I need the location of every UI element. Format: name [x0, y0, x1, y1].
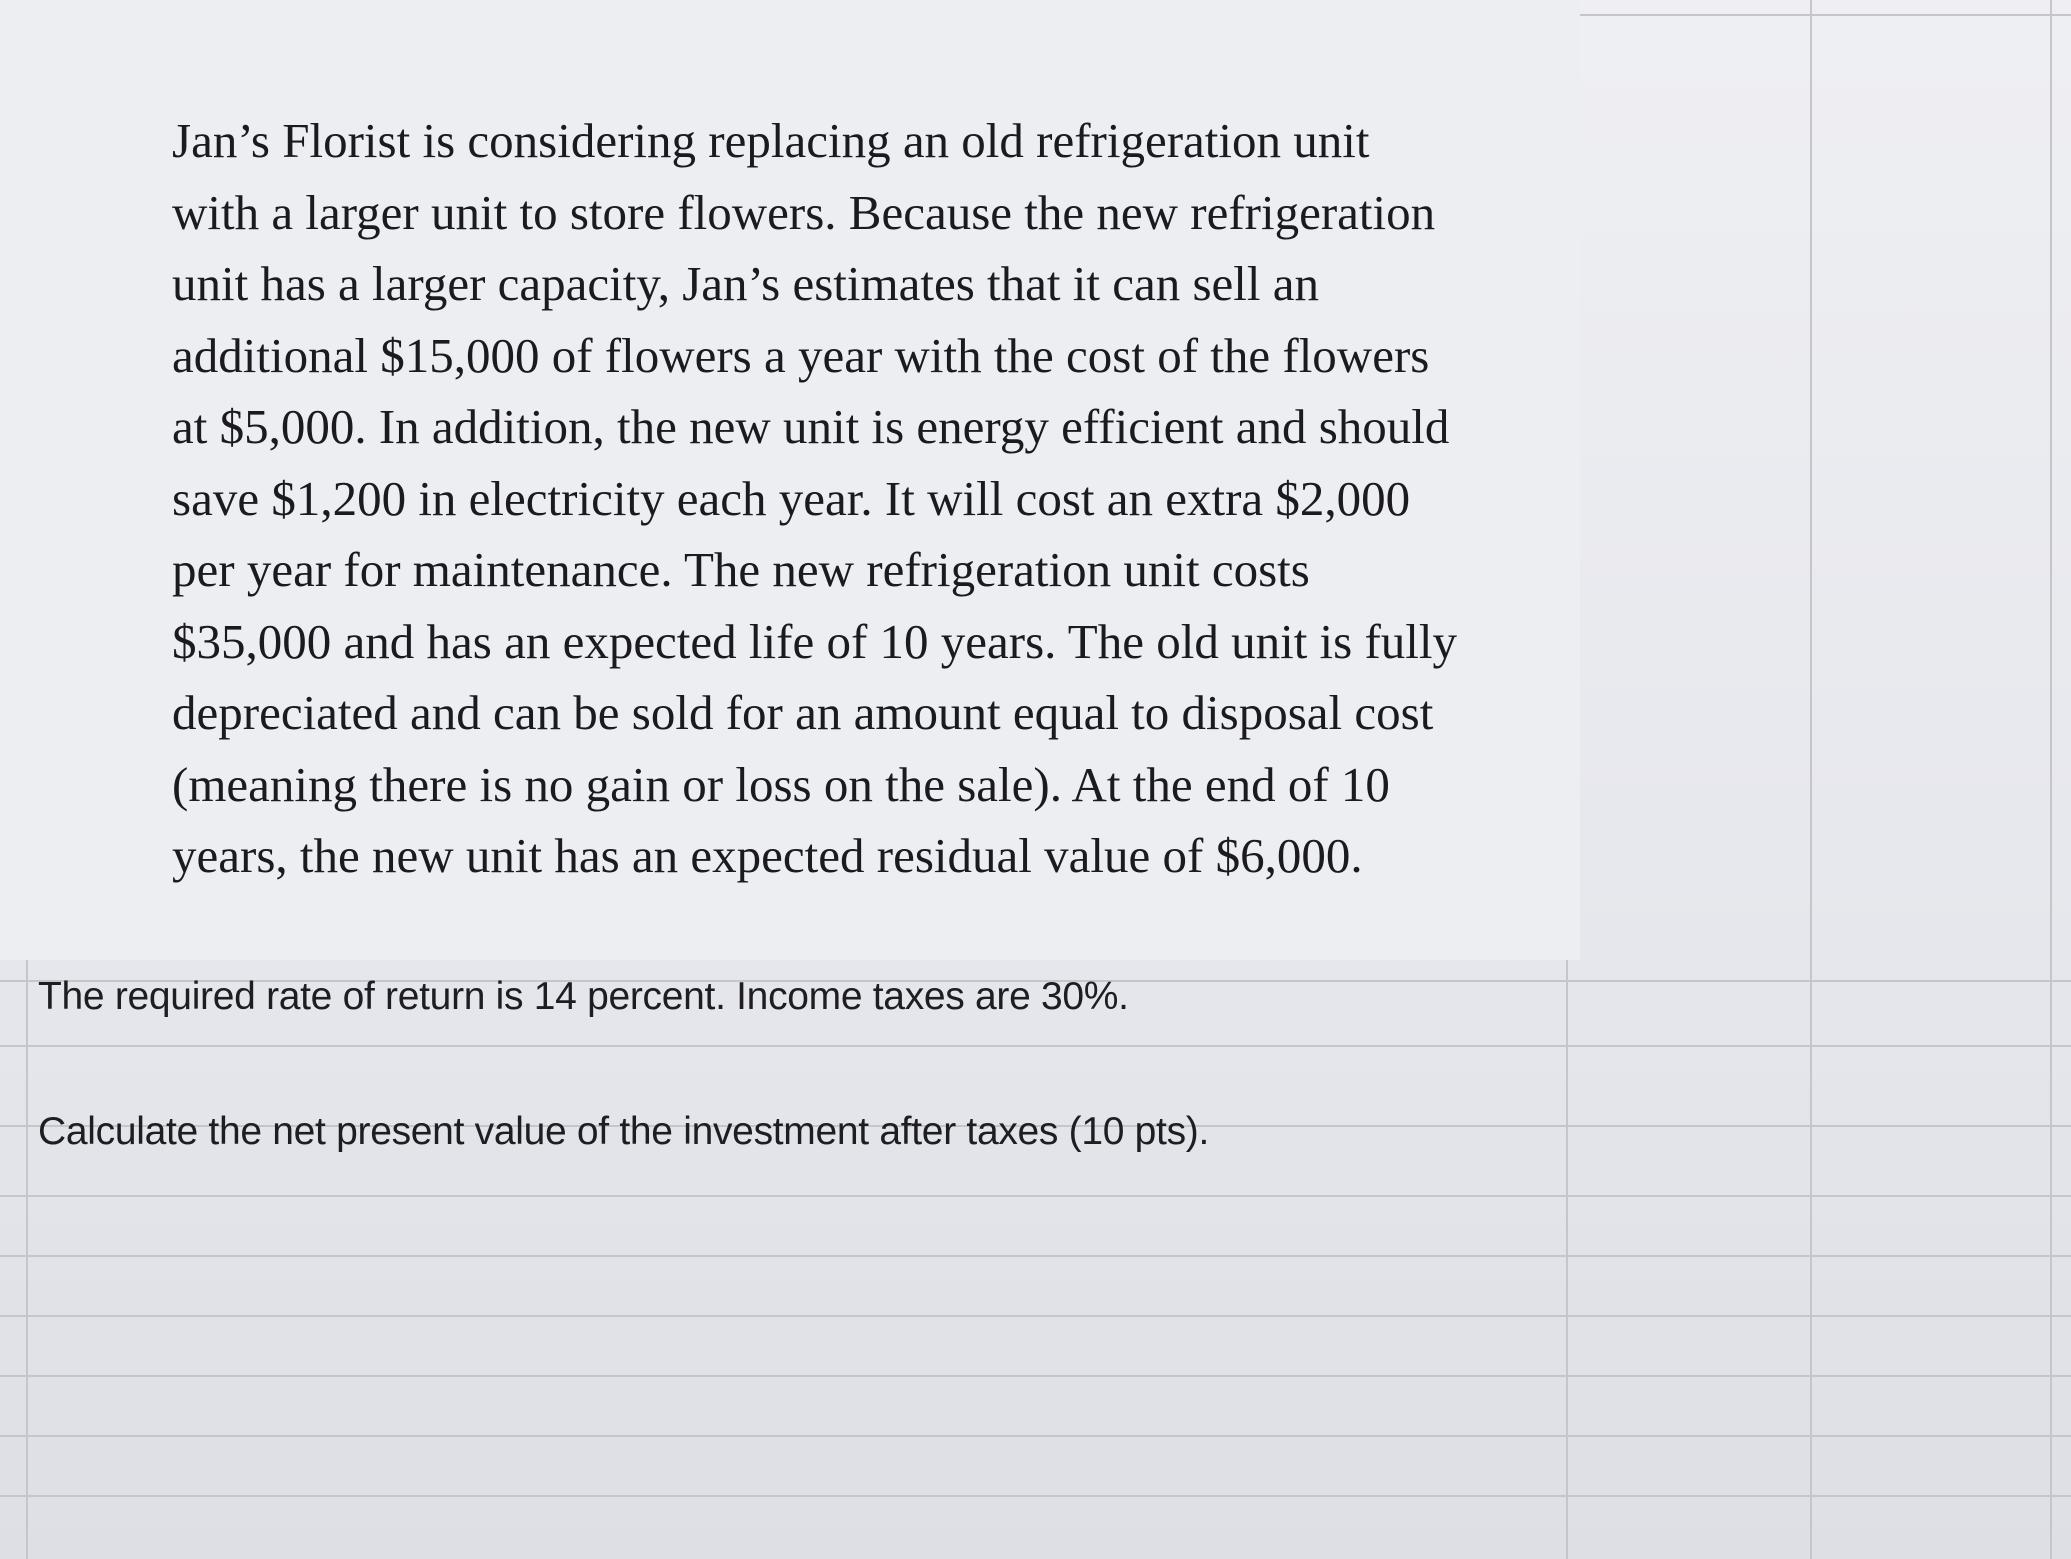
grid-row-line — [0, 1495, 2071, 1497]
problem-line: $35,000 and has an expected life of 10 years. The old unit is fully — [172, 613, 1458, 669]
grid-row-line — [0, 1315, 2071, 1317]
grid-col-line — [2050, 0, 2052, 1559]
problem-statement — [172, 105, 1572, 892]
problem-line: per year for maintenance. The new refrigeration unit costs — [172, 542, 1310, 597]
problem-line: with a larger unit to store flowers. Because the new refrigeration — [172, 184, 1436, 240]
grid-row-line — [0, 1045, 2071, 1047]
problem-text-box[interactable] — [0, 0, 1580, 960]
grid-row-line — [0, 1255, 2071, 1257]
problem-line: depreciated and can be sold for an amount equal to disposal cost — [172, 685, 1434, 740]
grid-row-line — [0, 1435, 2071, 1437]
problem-line: save $1,200 in electricity each year. It will cost an extra $2,000 — [172, 470, 1411, 526]
grid-col-line — [1810, 0, 1812, 1559]
task-instruction-cell[interactable]: Calculate the net present value of the investment after taxes (10 pts). — [38, 1110, 1210, 1153]
rate-of-return-cell[interactable]: The required rate of return is 14 percent. Income taxes are 30%. — [38, 975, 1129, 1018]
problem-line: unit has a larger capacity, Jan’s estimates that it can sell an — [172, 256, 1320, 311]
problem-line: years, the new unit has an expected residual value of $6,000. — [172, 828, 1363, 883]
problem-line: Jan’s Florist is considering replacing an old refrigeration unit — [172, 113, 1370, 168]
problem-line: additional $15,000 of flowers a year with the cost of the flowers — [172, 327, 1430, 383]
problem-line: (meaning there is no gain or loss on the sale). At the end of 10 — [172, 756, 1390, 812]
problem-line: at $5,000. In addition, the new unit is energy efficient and should — [172, 399, 1450, 454]
grid-row-line — [0, 1375, 2071, 1377]
grid-row-line — [0, 1195, 2071, 1197]
